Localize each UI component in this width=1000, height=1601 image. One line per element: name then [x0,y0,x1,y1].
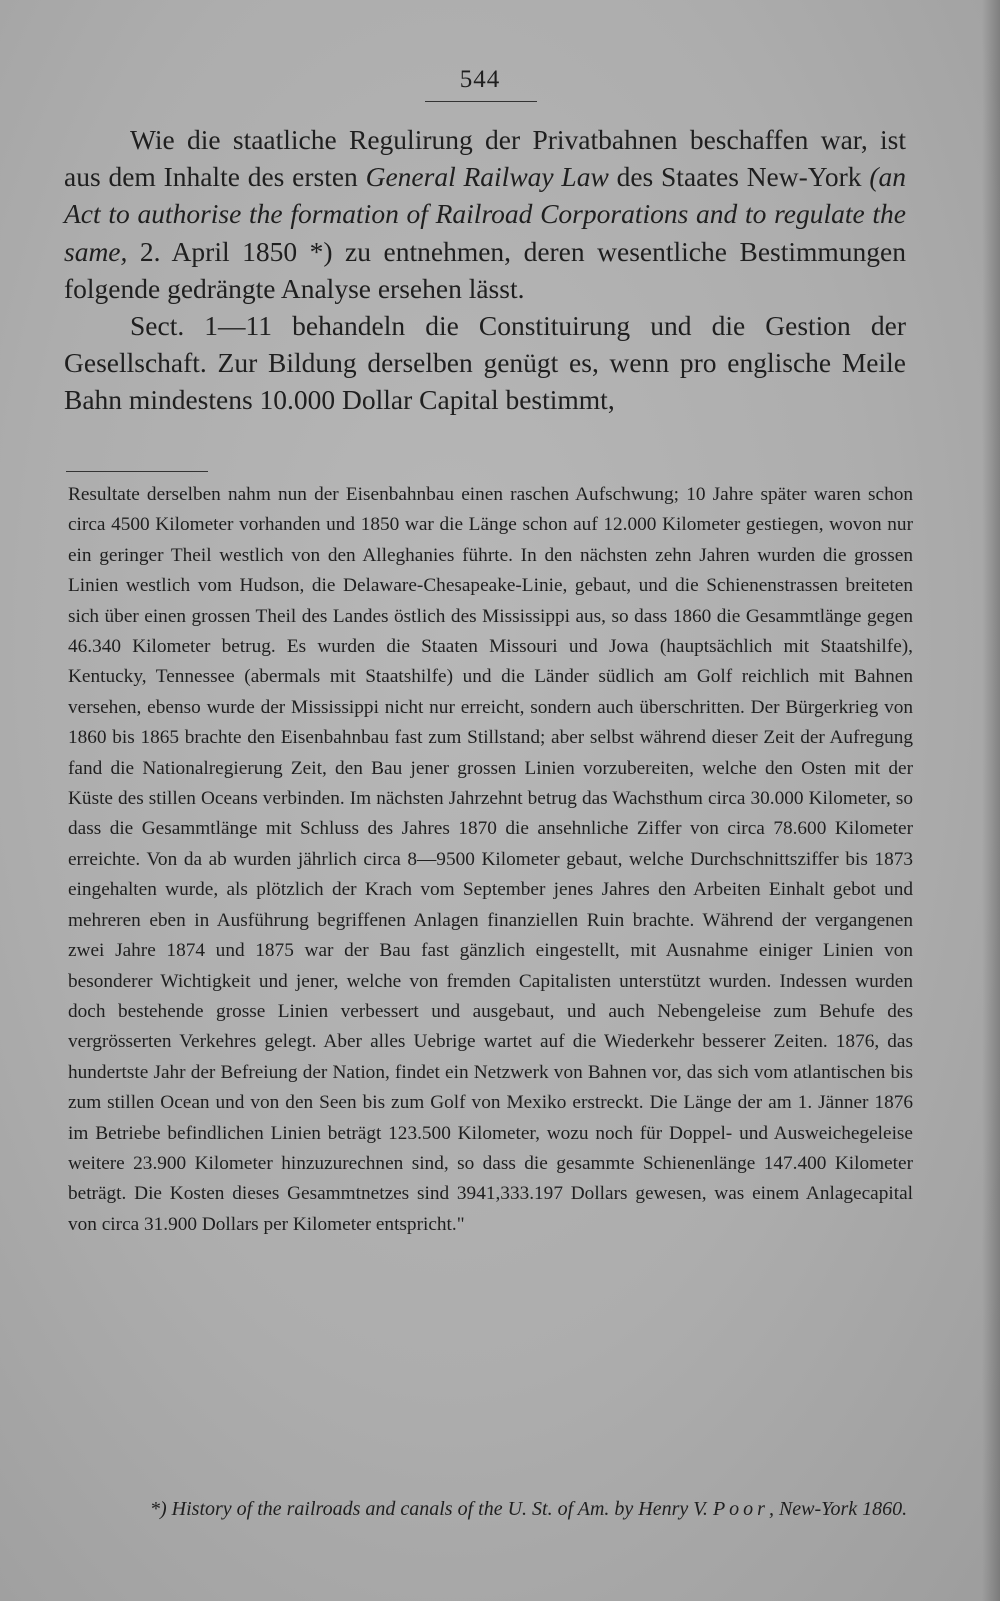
source-title: *) History of the railroads and canals of the U. St. of Am. by Henry V. [150,1498,713,1520]
source-place: , New-York 1860. [768,1498,908,1520]
paragraph-1-intro: Wie die staatliche Regulirung der Privatbahnen beschaffen war, ist aus dem Inhalte des ersten [64,124,906,193]
paragraph-2: Sect. 1—11 behandeln die Constituirung und die Gestion der Gesellschaft. Zur Bildung derselben genügt es, wenn pro englische Meile Bahn mindestens 10.000 Dollar Capital bestimmt, [64,310,906,416]
source-footnote [76,1494,914,1524]
page-edge-shadow [982,0,1000,1601]
source-paragraph [76,1494,914,1524]
law-title: General Railway Law [365,161,609,193]
paragraph-1-rest: 2. April 1850 *) zu entnehmen, deren wesentliche Bestimmungen folgende gedrängte Analyse ersehen lässt. [64,235,906,304]
source-author: Poor [712,1498,769,1520]
paragraph-1 [64,121,906,307]
footnote-text [68,480,913,1240]
act-title: (an Act to authorise the formation of Railroad Corporations and to regulate the same, [64,161,906,267]
paragraph-1-state: des Staates New-York [608,161,870,193]
page-number-rule [425,101,537,102]
footnote-paragraph: Resultate derselben nahm nun der Eisenbahnbau einen raschen Aufschwung; 10 Jahre später waren schon circa 4500 Kilometer vorhanden und 1850 war die Länge schon auf 12.000 Kilometer gestiegen, wovon nur ein geringer Theil westlich von den Alleghanies führte. In den nächsten zehn Jahren wurden die grossen Linien westlich vom Hudson, die Delaware-Chesapeake-Linie, gebaut, und die Schienenstrassen breiteten sich über einen grossen Theil des Landes östlich des Mississippi aus, so dass 1860 die Gesammtlänge gegen 46.340 Kilometer betrug. Es wurden die Staaten Missouri und Jowa (hauptsächlich mit Staatshilfe), Kentucky, Tennessee (abermals mit Staatshilfe) und die Länder südlich am Golf reichlich mit Bahnen versehen, ebenso wurde der Mississippi nicht nur erreicht, sondern auch überschritten. Der Bürgerkrieg von 1860 bis 1865 brachte den Eisenbahnbau fast zum Stillstand; aber selbst während dieser Zeit der Aufregung fand die Nationalregierung Zeit, den Bau jener grossen Linien vorzubereiten, welche den Osten mit der Küste des stillen Oceans verbinden. Im nächsten Jahrzehnt betrug das Wachsthum circa 30.000 Kilometer, so dass die Gesammtlänge mit Schluss des Jahres 1870 die ansehnliche Ziffer von circa 78.600 Kilometer erreichte. Von da ab wurden jährlich circa 8—9500 Kilometer gebaut, welche Durchschnittsziffer bis 1873 eingehalten wurde, als plötzlich der Krach vom September jenes Jahres den Arbeiten Einhalt gebot und mehreren eben in Ausführung begriffenen Anlagen finanziellen Ruin brachte. Während der vergangenen zwei Jahre 1874 und 1875 war der Bau fast gänzlich eingestellt, mit Ausnahme einiger Linien von besonderer Wichtigkeit und jener, welche von fremden Capitalisten unterstützt wurden. Indessen wurden doch bestehende grosse Linien verbessert und ausgebaut, und auch Nebengeleise zum Behufe des vergrösserten Verkehres gelegt. Aber alles Uebrige wartet auf die Wiederkehr besserer Zeiten. 1876, das hundertste Jahr der Befreiung der Nation, findet ein Netzwerk von Bahnen vor, das sich vom atlantischen bis zum stillen Ocean und von den Seen bis zum Golf von Mexiko erstreckt. Die Länge der am 1. Jänner 1876 im Betriebe befindlichen Linien beträgt 123.500 Kilometer, wozu noch für Doppel- und Ausweichegeleise weitere 23.900 Kilometer hinzuzurechnen sind, so dass die gesammte Schienenlänge 147.400 Kilometer beträgt. Die Kosten dieses Gesammtnetzes sind 3941,333.197 Dollars gewesen, was einem Anlagecapital von circa 31.900 Dollars per Kilometer entspricht." [68,484,913,1235]
main-text [64,121,906,419]
page-number: 544 [459,66,501,93]
footnote-rule [66,471,208,472]
